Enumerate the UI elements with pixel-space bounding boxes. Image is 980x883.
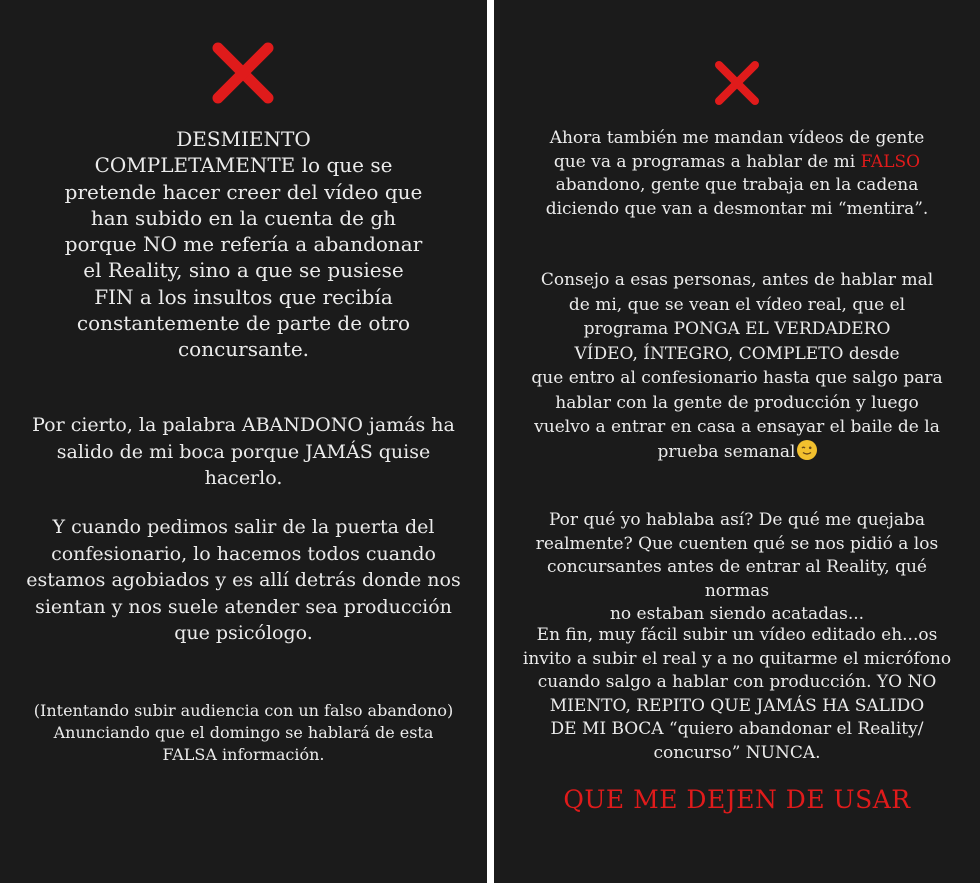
closing-headline: QUE ME DEJEN DE USAR [563, 785, 911, 814]
text-line: MIENTO, REPITO QUE JAMÁS HA SALIDO [549, 695, 925, 716]
text-line: no estaban siendo acatadas... [609, 604, 865, 624]
text-line: el Reality, sino a que se pusiese [83, 258, 404, 283]
text-line: hacerlo. [204, 467, 283, 489]
story-paragraph [514, 268, 960, 464]
text-line: DE MI BOCA “quiero abandonar el Reality/ [550, 719, 924, 739]
text-line: porque NO me refería a abandonar [64, 232, 423, 257]
text-line: sientan y nos suele atender sea producción [35, 595, 452, 618]
text-line: concursantes antes de entrar al Reality, qué normas [547, 557, 927, 601]
text-line: concursante. [177, 337, 310, 362]
story-paragraph [22, 412, 465, 492]
story-paragraph [514, 624, 960, 765]
text-line: han subido en la cuenta de gh [90, 205, 397, 230]
text-line: vuelvo a entrar en casa a ensayar el baile de la [534, 417, 940, 437]
text-line: Ahora también me mandan vídeos de gente [549, 128, 925, 148]
winking-face-icon [797, 440, 817, 460]
text-line: VÍDEO, ÍNTEGRO, COMPLETO desde [574, 343, 900, 364]
text-line: Y cuando pedimos salir de la puerta del [52, 516, 435, 538]
text-line: constantemente de parte de otro [76, 311, 411, 336]
text-line: abandono, gente que trabaja en la cadena [555, 175, 919, 195]
text-line: estamos agobiados y es allí detrás donde nos [26, 569, 461, 591]
story-right [494, 0, 980, 883]
text-line: salido de mi boca porque JAMÁS quise [56, 440, 431, 463]
text-line: cuando salgo a hablar con producción. YO NO [537, 672, 937, 692]
text-segment: que va a programas a hablar de mi [553, 151, 861, 172]
story-paragraph [514, 509, 960, 627]
story-paragraph [22, 514, 465, 647]
text-line: FALSA información. [162, 745, 325, 764]
text-line: Por qué yo hablaba así? De qué me quejaba [548, 510, 926, 530]
text-line: hablar con la gente de producción y luego [555, 392, 919, 413]
text-line: realmente? Que cuenten qué se nos pidió a los [535, 533, 939, 554]
text-line: programa PONGA EL VERDADERO [583, 319, 891, 339]
text-line: (Intentando subir audiencia con un falso abandono) [33, 701, 454, 720]
text-line: de mi, que se vean el vídeo real, que el [568, 294, 906, 315]
text-segment: prueba semanal [657, 441, 796, 462]
cross-mark-icon [212, 42, 274, 104]
text-line: DESMIENTO [176, 127, 311, 151]
text-line: En fin, muy fácil subir un vídeo editado eh...os [536, 625, 938, 645]
text-line [514, 151, 960, 175]
text-line: pretende hacer creer del vídeo que [64, 179, 423, 204]
text-line: Anunciando que el domingo se hablará de esta [53, 723, 434, 742]
text-line: COMPLETAMENTE lo que se [94, 153, 393, 178]
story-paragraph [22, 700, 465, 766]
text-line: confesionario, lo hacemos todos cuando [51, 542, 436, 565]
story-paragraph [40, 126, 447, 363]
text-line: que psicólogo. [174, 622, 313, 644]
text-line: Por cierto, la palabra ABANDONO jamás ha [32, 414, 455, 436]
highlight-falso: FALSO [860, 151, 921, 172]
text-line [514, 440, 960, 465]
text-line: Consejo a esas personas, antes de hablar mal [540, 270, 934, 290]
story-left [0, 0, 487, 883]
cross-mark-icon [714, 60, 760, 106]
text-line: que entro al confesionario hasta que salgo para [531, 368, 943, 388]
text-line: FIN a los insultos que recibía [94, 284, 393, 309]
text-line: invito a subir el real y a no quitarme el micrófono [522, 648, 952, 669]
text-line: concurso” NUNCA. [653, 742, 821, 763]
text-line: diciendo que van a desmontar mi “mentira”. [545, 198, 929, 219]
story-paragraph [514, 127, 960, 221]
